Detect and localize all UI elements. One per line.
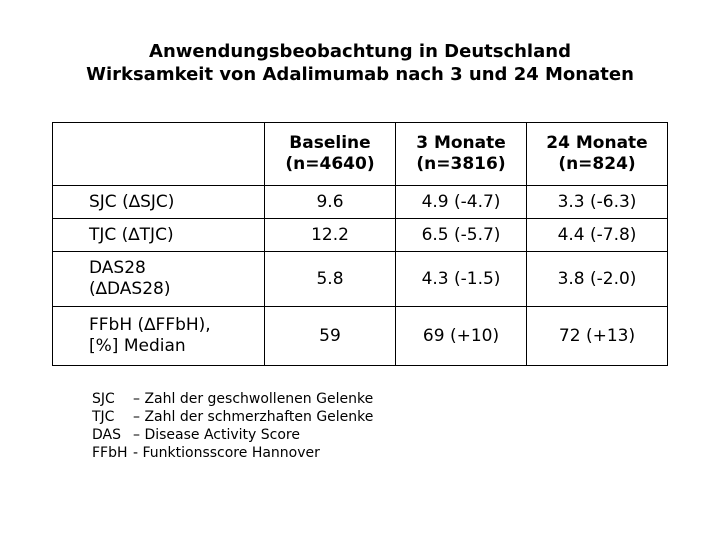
legend-abbr: TJC bbox=[92, 409, 115, 425]
cell-value: 4.4 (-7.8) bbox=[527, 219, 668, 252]
cell-value: 12.2 bbox=[265, 219, 396, 252]
row-label-line-1: DAS28 bbox=[89, 258, 146, 278]
header-baseline-n: (n=4640) bbox=[285, 154, 375, 174]
row-label-sjc bbox=[53, 186, 265, 219]
cell-value: 59 bbox=[265, 307, 396, 366]
header-24-monate bbox=[527, 123, 668, 186]
legend-item bbox=[92, 390, 373, 408]
cell-value: 3.8 (-2.0) bbox=[527, 252, 668, 307]
header-baseline bbox=[265, 123, 396, 186]
legend-text: – Zahl der schmerzhaften Gelenke bbox=[133, 409, 374, 425]
legend-text: – Disease Activity Score bbox=[133, 427, 300, 443]
table-row bbox=[53, 219, 668, 252]
slide-title bbox=[0, 40, 720, 86]
legend-text: – Zahl der geschwollenen Gelenke bbox=[133, 391, 374, 407]
legend-item bbox=[92, 444, 373, 462]
cell-value: 4.9 (-4.7) bbox=[396, 186, 527, 219]
row-label-line-1: SJC (∆SJC) bbox=[89, 191, 175, 212]
title-line-2: Wirksamkeit von Adalimumab nach 3 und 24 Monaten bbox=[86, 64, 634, 85]
row-label-ffbh bbox=[53, 307, 265, 366]
legend-abbr: FFbH bbox=[92, 445, 128, 461]
legend-abbr: SJC bbox=[92, 391, 115, 407]
cell-value: 6.5 (-5.7) bbox=[396, 219, 527, 252]
cell-value: 4.3 (-1.5) bbox=[396, 252, 527, 307]
table-header-row bbox=[53, 123, 668, 186]
cell-value: 9.6 bbox=[265, 186, 396, 219]
row-label-line-2: [%] Median bbox=[89, 336, 186, 356]
header-3-monate-label: 3 Monate bbox=[416, 133, 506, 153]
abbreviation-legend bbox=[92, 390, 373, 462]
row-label-das28 bbox=[53, 252, 265, 307]
table-row bbox=[53, 252, 668, 307]
legend-item bbox=[92, 426, 373, 444]
row-label-line-2: (∆DAS28) bbox=[89, 279, 171, 299]
header-24-monate-label: 24 Monate bbox=[546, 133, 648, 153]
title-line-1: Anwendungsbeobachtung in Deutschland bbox=[149, 41, 571, 62]
results-table bbox=[52, 122, 668, 366]
row-label-tjc bbox=[53, 219, 265, 252]
header-3-monate-n: (n=3816) bbox=[416, 154, 506, 174]
cell-value: 3.3 (-6.3) bbox=[527, 186, 668, 219]
cell-value: 72 (+13) bbox=[527, 307, 668, 366]
header-24-monate-n: (n=824) bbox=[558, 154, 636, 174]
table-row bbox=[53, 186, 668, 219]
legend-text: - Funktionsscore Hannover bbox=[133, 445, 320, 461]
legend-abbr: DAS bbox=[92, 427, 121, 443]
table-row bbox=[53, 307, 668, 366]
row-label-line-1: FFbH (∆FFbH), bbox=[89, 315, 211, 335]
header-3-monate bbox=[396, 123, 527, 186]
cell-value: 5.8 bbox=[265, 252, 396, 307]
header-baseline-label: Baseline bbox=[289, 133, 371, 153]
cell-value: 69 (+10) bbox=[396, 307, 527, 366]
row-label-line-1: TJC (∆TJC) bbox=[89, 224, 174, 245]
header-empty-cell bbox=[53, 123, 265, 186]
legend-item bbox=[92, 408, 373, 426]
